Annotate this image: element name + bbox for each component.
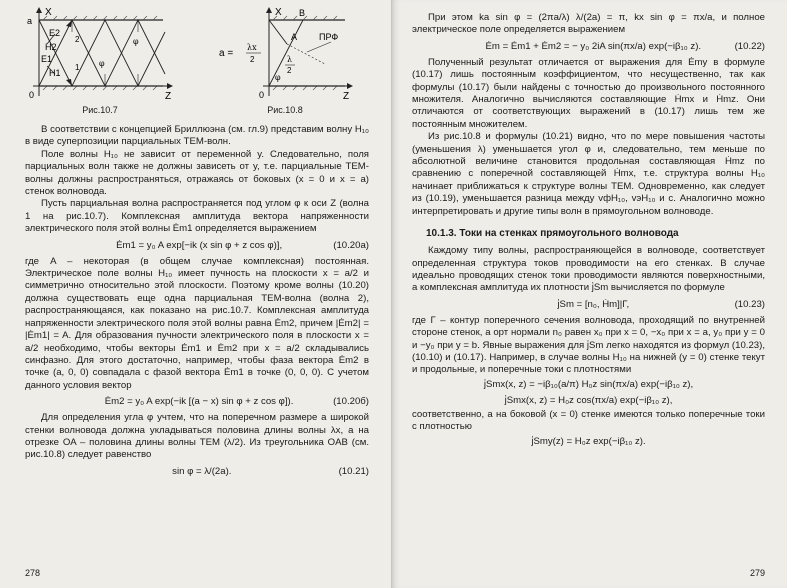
fig1-label-h1: H1 <box>49 68 61 78</box>
fig1-label-e2: E2 <box>49 28 61 38</box>
fig2-label-a-eq: a = <box>219 48 234 59</box>
fig2-label-prf: ПРФ <box>319 32 339 42</box>
equation-current-x-2: j̇Smx(x, z) = H₀z cos(πx/a) exp(−iβ₁₀ z), <box>504 394 673 406</box>
equation-10-22-number: (10.22) <box>734 40 765 52</box>
equation-10-20a-formula: Ėm1 = y₀ A exp[−ik (x sin φ + z cos φ)], <box>116 239 283 251</box>
fig1-label-o: 0 <box>29 90 35 100</box>
equation-10-20b <box>25 392 369 412</box>
fig1-label-z: Z <box>165 91 172 102</box>
fig1-label-phi2: φ <box>133 37 139 46</box>
figure-10-7-caption: Рис.10.7 <box>82 105 118 115</box>
figure-10-8 <box>215 6 355 118</box>
fig2-label-lam-bot: 2 <box>287 66 292 75</box>
fig1-label-x: X <box>45 7 52 18</box>
right-paragraph-5: где Γ – контур поперечного сечения волновода, проходящий по внутренней стороне стенок, а орт нормали n₀ равен x₀ при x = 0, −x₀ при x = a, y₀ при y = 0 и −y₀ при y = b. Явные выражения для j̇Sm легко находятся из формул (10.23), (10.10) и (10.17). Например, в случае волны H₁₀ на нижней (y = 0) стенке текут и продольные, и поперечные токи с плотностями <box>412 314 765 376</box>
left-page <box>0 0 391 588</box>
fig2-label-frac-top: λx <box>247 43 257 52</box>
equation-current-x-1: j̇Smx(x, z) = −iβ₁₀(a/π) H₀z sin(πx/a) exp(−iβ₁₀ z), <box>483 378 694 390</box>
fig1-label-e1: E1 <box>41 54 53 64</box>
fig1-label-1: 1 <box>75 63 80 72</box>
fig2-label-big-a: A <box>291 32 298 42</box>
equation-10-23-number: (10.23) <box>734 298 765 310</box>
right-page <box>391 0 787 588</box>
fig2-label-frac-bot: 2 <box>250 55 255 64</box>
fig1-label-a: a <box>27 16 33 26</box>
right-paragraph-2: Полученный результат отличается от выражения для Ėmy в формуле (10.17) лишь постоянным коэффициентом, что несущественно, так как формулы (10.17) были найдены с точностью до произвольного постоянного множителя. Аналогично вычисляются составляющие Ḣmx и Ḣmz. Они отличаются от соответствующих выражений в (10.17) лишь тем же постоянным множителем. <box>412 56 765 130</box>
fig2-label-o: 0 <box>259 90 265 100</box>
figures-row <box>25 6 369 118</box>
fig2-label-z: Z <box>343 91 350 102</box>
equation-10-21 <box>25 462 369 482</box>
right-paragraph-3: Из рис.10.8 и формулы (10.21) видно, что по мере повышения частоты (уменьшения λ) уменьшается угол φ и, следовательно, тем меньше по абсолютной величине становится продольная составляющая Ḣmz по сравнению с поперечной составляющей Ḣmx, т.е. структура волны H₁₀ начинает приближаться к структуре волны TEM. Одновременно, как следует из (10.19), уменьшается разница между vфH₁₀, vэH₁₀ и c. Аналогично можно интерпретировать и другие типы волн в прямоугольном волноводе. <box>412 131 765 217</box>
fig1-label-h2: H2 <box>45 42 57 52</box>
equation-10-23-formula: j̇Sm = [n₀, Ḣm]|Γ, <box>557 298 630 310</box>
left-paragraph-5: Для определения угла φ учтем, что на поперечном размере a широкой стенки волновода должна укладываться половина длины волны λx, а на отрезке OA – половина длины волны TEM (λ/2). Из треугольника OAB (см. рис.10.8) следует равенство <box>25 412 369 461</box>
equation-10-20a-number: (10.20а) <box>333 239 369 251</box>
fig2-label-lam-top: λ <box>287 55 293 64</box>
equation-10-20a <box>25 236 369 256</box>
page-number-left: 278 <box>25 568 41 578</box>
figure-10-8-drawing <box>215 6 355 104</box>
left-paragraph-2: Поле волны H₁₀ не зависит от переменной y. Следовательно, поля парциальных волн также не должны зависеть от y, т.е. парциальные TEM-волны должны распространяться, отражаясь от боковых (x = 0 и x = a) стенок волновода. <box>25 148 369 198</box>
fig2-label-phi: φ <box>275 73 281 82</box>
section-heading: 10.1.3. Токи на стенках прямоугольного волновода <box>426 228 679 240</box>
figure-10-7 <box>25 6 175 118</box>
equation-10-21-formula: sin φ = λ/(2a). <box>172 465 232 477</box>
left-paragraph-3: Пусть парциальная волна распространяется под углом φ к оси Z (волна 1 на рис.10.7). Комплексная амплитуда вектора напряженности электрического поля этой волны Ėm1 определяется выражением <box>25 198 369 235</box>
equation-current-y: j̇Smy(z) = H₀z exp(−iβ₁₀ z). <box>531 435 646 447</box>
equation-10-21-number: (10.21) <box>338 465 369 477</box>
left-paragraph-1: В соответствии с концепцией Бриллюэна (см. гл.9) представим волну H₁₀ в виде суперпозиции парциальных TEM-волн. <box>25 124 369 148</box>
figure-10-7-drawing <box>25 6 175 104</box>
equation-10-20b-formula: Ėm2 = y₀ A exp(−ik [(a − x) sin φ + z cos φ]). <box>104 396 294 408</box>
equation-10-22 <box>412 37 765 57</box>
right-paragraph-6: соответственно, а на боковой (x = 0) стенке имеются только поперечные токи с плотностью <box>412 408 765 433</box>
figure-10-8-caption: Рис.10.8 <box>267 105 303 115</box>
equation-10-22-formula: Ėm = Ėm1 + Ėm2 = − y₀ 2iA sin(πx/a) exp(−iβ₁₀ z). <box>485 40 702 52</box>
fig2-label-x: X <box>275 7 282 18</box>
fig1-label-2: 2 <box>75 35 80 44</box>
equation-10-20b-number: (10.20б) <box>333 396 369 408</box>
right-paragraph-1: При этом ka sin φ = (2πa/λ) λ/(2a) = π, kx sin φ = πx/a, и полное электрическое поле определяется выражением <box>412 12 765 36</box>
fig2-label-b: B <box>299 8 306 18</box>
page-number-right: 279 <box>749 568 765 578</box>
left-paragraph-4: где A – некоторая (в общем случае комплексная) постоянная. Электрическое поле волны H₁₀ имеет пучность на плоскости x = a/2 и симметрично относительно этой плоскости. Поэтому кроме волны (10.20) должна существовать еще одна парциальная TEM-волна (волна 2), распространяющаяся, как показано на рис.10.7. Комплексная амплитуда напряженности электрического поля этой волны равна Ėm2, причем |Ėm2| = |Ėm1| = A. Для образования пучности электрического поля в плоскости x = a/2 необходимо, чтобы векторы Ėm1 и Ėm2 при x = a/2 складывались синфазно. Для этого достаточно, например, чтобы фаза вектора Ėm2 в точке (a, 0, 0) совпадала с фазой вектора Ėm1 в точке (0, 0, 0). С учетом данного условия вектор <box>25 255 369 391</box>
fig1-label-phi1: φ <box>99 59 105 68</box>
right-paragraph-4: Каждому типу волны, распространяющейся в волноводе, соответствует определенная структура токов проводимости на его стенках. В случае идеально проводящих стенок токи проводимости являются поверхностными, а комплексная амплитуда их плотности j̇Sm вычисляется по формуле <box>412 245 765 294</box>
equation-10-23 <box>412 295 765 315</box>
